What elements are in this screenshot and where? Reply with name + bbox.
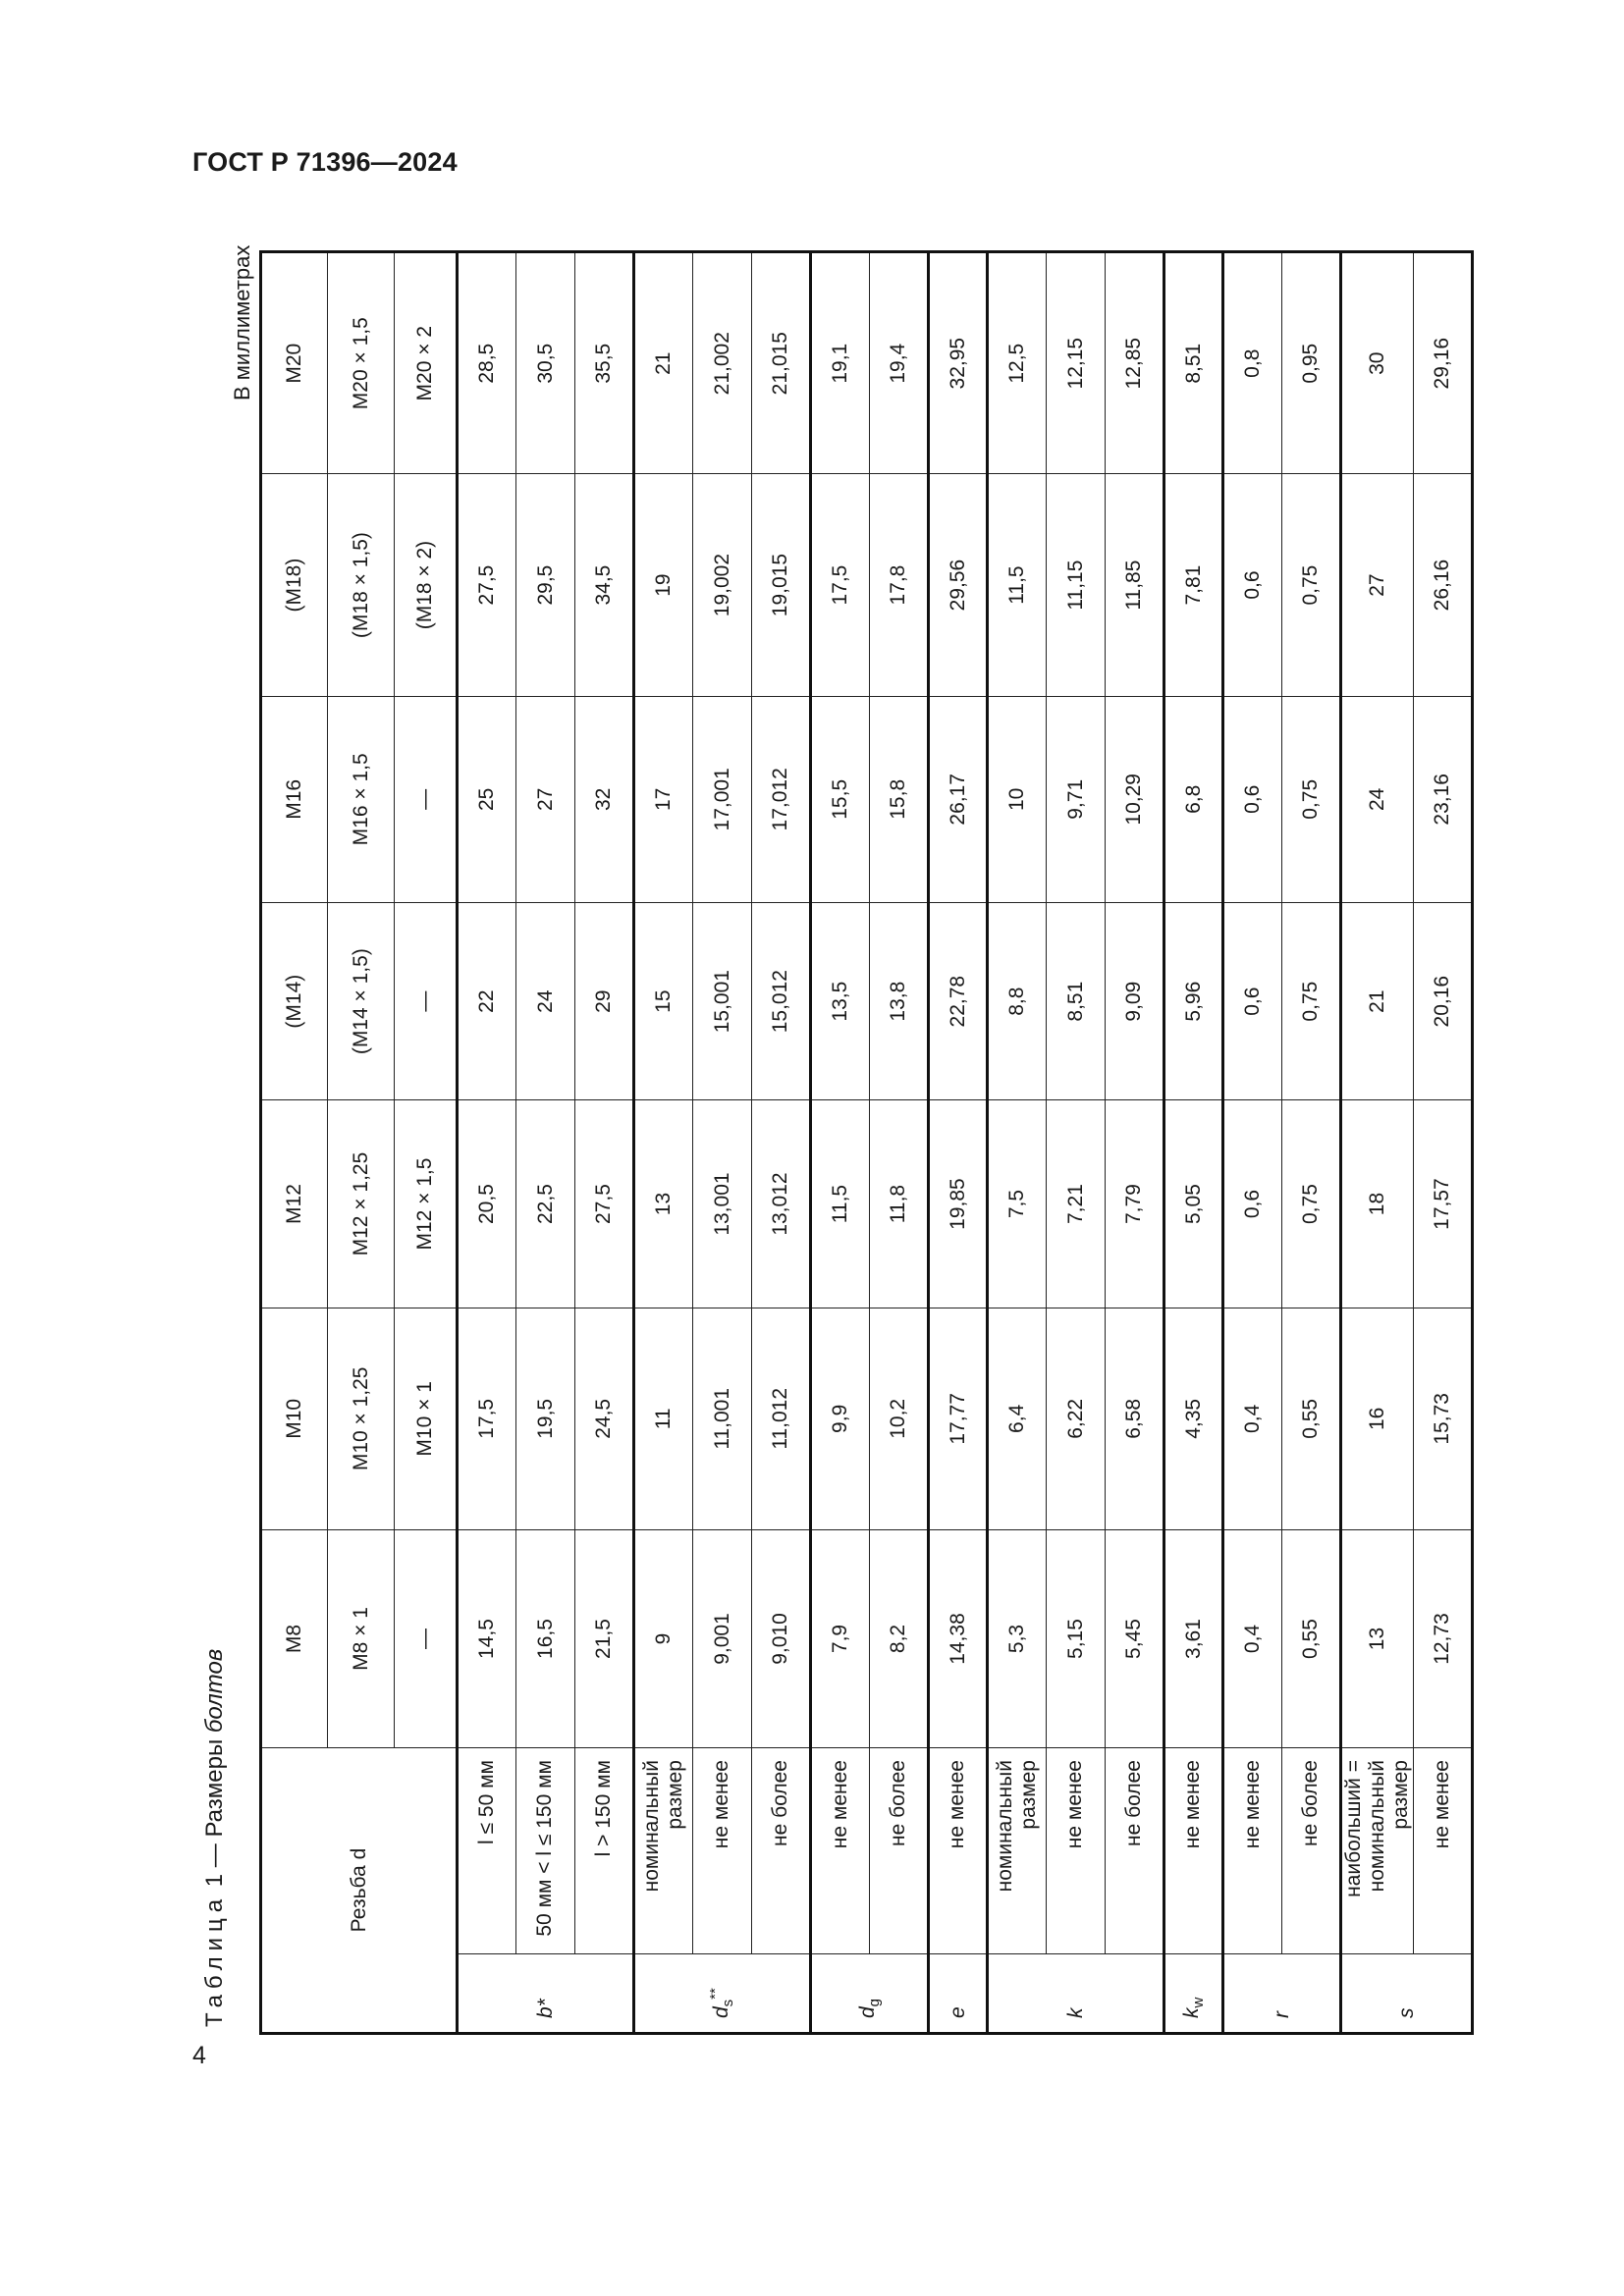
value-cell: 30,5 [516, 252, 575, 474]
value-cell: 11,8 [870, 1100, 929, 1308]
value-cell: 8,8 [988, 902, 1047, 1100]
col-header-pitch2: — [395, 902, 458, 1100]
value-cell: 5,45 [1106, 1530, 1164, 1748]
value-cell: 34,5 [575, 474, 634, 696]
condition-cell: не менее [693, 1748, 752, 1954]
document-header: ГОСТ Р 71396—2024 [192, 147, 458, 177]
value-cell: 17,012 [752, 696, 811, 902]
value-cell: 15 [634, 902, 693, 1100]
value-cell: 11 [634, 1308, 693, 1529]
value-cell: 13 [634, 1100, 693, 1308]
value-cell: 0,6 [1223, 1100, 1282, 1308]
value-cell: 25 [458, 696, 516, 902]
bolt-dimensions-table [259, 250, 1474, 2035]
value-cell: 35,5 [575, 252, 634, 474]
condition-cell: номинальный размер [988, 1748, 1047, 1954]
table-row [458, 252, 516, 2034]
symbol-cell [1164, 1954, 1223, 2034]
col-header-d: (M14) [261, 902, 328, 1100]
value-cell: 20,16 [1414, 902, 1473, 1100]
table-row [1164, 252, 1223, 2034]
condition-cell: не менее [1164, 1748, 1223, 1954]
thread-label: Резьба d [347, 1847, 370, 1933]
value-cell: 15,8 [870, 696, 929, 902]
value-cell: 0,95 [1282, 252, 1341, 474]
col-header-pitch2: — [395, 1530, 458, 1748]
col-header-pitch1: M20 × 1,5 [328, 252, 395, 474]
table-caption [201, 1649, 229, 2027]
value-cell: 11,5 [988, 474, 1047, 696]
value-cell: 19,015 [752, 474, 811, 696]
col-header-pitch1: M12 × 1,25 [328, 1100, 395, 1308]
value-cell: 23,16 [1414, 696, 1473, 902]
table-row [634, 252, 693, 2034]
value-cell: 11,001 [693, 1308, 752, 1529]
value-cell: 19,5 [516, 1308, 575, 1529]
value-cell: 0,75 [1282, 474, 1341, 696]
col-header-d: M12 [261, 1100, 328, 1308]
symbol-cell [811, 1954, 929, 2034]
symbol-kw-sub: w [1190, 1997, 1208, 2008]
value-cell: 17,5 [458, 1308, 516, 1529]
table-row [1223, 252, 1282, 2034]
page-number: 4 [192, 2042, 206, 2069]
value-cell: 7,79 [1106, 1100, 1164, 1308]
table-row [929, 252, 988, 2034]
value-cell: 21 [634, 252, 693, 474]
symbol-kw-base: k [1179, 2007, 1203, 2018]
symbol-e: e [946, 2006, 969, 2018]
col-header-pitch1: M8 × 1 [328, 1530, 395, 1748]
table-row [811, 252, 870, 2034]
col-header-pitch1: (M18 × 1,5) [328, 474, 395, 696]
col-header-pitch2: — [395, 696, 458, 902]
value-cell: 29 [575, 902, 634, 1100]
value-cell: 27 [1341, 474, 1414, 696]
col-header-pitch1: M10 × 1,25 [328, 1308, 395, 1529]
table-row [575, 252, 634, 2034]
value-cell: 17,8 [870, 474, 929, 696]
symbol-cell [634, 1954, 811, 2034]
condition-cell: 50 мм < l ≤ 150 мм [516, 1748, 575, 1954]
value-cell: 7,81 [1164, 474, 1223, 696]
value-cell: 10 [988, 696, 1047, 902]
table-container [259, 250, 1454, 2035]
symbol-b: b* [533, 1999, 557, 2018]
value-cell: 19,1 [811, 252, 870, 474]
value-cell: 15,012 [752, 902, 811, 1100]
symbol-cell [458, 1954, 634, 2034]
table-row [752, 252, 811, 2034]
value-cell: 22,78 [929, 902, 988, 1100]
table-row [1414, 252, 1473, 2034]
value-cell: 15,5 [811, 696, 870, 902]
value-cell: 27,5 [458, 474, 516, 696]
value-cell: 9,71 [1047, 696, 1106, 902]
value-cell: 0,55 [1282, 1308, 1341, 1529]
value-cell: 3,61 [1164, 1530, 1223, 1748]
value-cell: 21,002 [693, 252, 752, 474]
value-cell: 0,75 [1282, 696, 1341, 902]
value-cell: 0,75 [1282, 902, 1341, 1100]
condition-cell: не менее [929, 1748, 988, 1954]
value-cell: 21,015 [752, 252, 811, 474]
condition-cell: не более [752, 1748, 811, 1954]
value-cell: 22,5 [516, 1100, 575, 1308]
value-cell: 29,5 [516, 474, 575, 696]
value-cell: 5,05 [1164, 1100, 1223, 1308]
value-cell: 14,38 [929, 1530, 988, 1748]
value-cell: 8,51 [1164, 252, 1223, 474]
col-header-pitch1: (M14 × 1,5) [328, 902, 395, 1100]
condition-cell: не менее [1047, 1748, 1106, 1954]
symbol-dg-sub: g [866, 1998, 884, 2007]
value-cell: 0,6 [1223, 902, 1282, 1100]
value-cell: 7,5 [988, 1100, 1047, 1308]
value-cell: 28,5 [458, 252, 516, 474]
value-cell: 32,95 [929, 252, 988, 474]
col-header-pitch2: M12 × 1,5 [395, 1100, 458, 1308]
value-cell: 19,85 [929, 1100, 988, 1308]
value-cell: 16 [1341, 1308, 1414, 1529]
condition-cell: наибольший = номинальный размер [1341, 1748, 1414, 1954]
value-cell: 6,58 [1106, 1308, 1164, 1529]
col-header-d: M16 [261, 696, 328, 902]
symbol-cell [988, 1954, 1164, 2034]
unit-note: В миллиметрах [230, 244, 254, 400]
value-cell: 0,8 [1223, 252, 1282, 474]
value-cell: 8,51 [1047, 902, 1106, 1100]
value-cell: 12,85 [1106, 252, 1164, 474]
value-cell: 4,35 [1164, 1308, 1223, 1529]
col-header-pitch2: M10 × 1 [395, 1308, 458, 1529]
col-header-d: M10 [261, 1308, 328, 1529]
value-cell: 19,4 [870, 252, 929, 474]
value-cell: 5,3 [988, 1530, 1047, 1748]
value-cell: 7,21 [1047, 1100, 1106, 1308]
value-cell: 12,15 [1047, 252, 1106, 474]
value-cell: 6,22 [1047, 1308, 1106, 1529]
condition-cell: не менее [1223, 1748, 1282, 1954]
table-row [516, 252, 575, 2034]
value-cell: 12,5 [988, 252, 1047, 474]
value-cell: 6,8 [1164, 696, 1223, 902]
value-cell: 8,2 [870, 1530, 929, 1748]
value-cell: 9,09 [1106, 902, 1164, 1100]
table-row [1047, 252, 1106, 2034]
table-row [1282, 252, 1341, 2034]
condition-cell: не менее [1414, 1748, 1473, 1954]
value-cell: 13,012 [752, 1100, 811, 1308]
value-cell: 0,75 [1282, 1100, 1341, 1308]
symbol-cell [1223, 1954, 1341, 2034]
value-cell: 12,73 [1414, 1530, 1473, 1748]
value-cell: 10,2 [870, 1308, 929, 1529]
value-cell: 6,4 [988, 1308, 1047, 1529]
symbol-s: s [1394, 2007, 1418, 2018]
value-cell: 0,4 [1223, 1308, 1282, 1529]
condition-cell: l ≤ 50 мм [458, 1748, 516, 1954]
value-cell: 10,29 [1106, 696, 1164, 902]
value-cell: 21,5 [575, 1530, 634, 1748]
value-cell: 13,001 [693, 1100, 752, 1308]
symbol-ds-base: d [710, 2006, 733, 2018]
value-cell: 17,57 [1414, 1100, 1473, 1308]
col-header-pitch2: M20 × 2 [395, 252, 458, 474]
table-row [1341, 252, 1414, 2034]
table-row [1106, 252, 1164, 2034]
value-cell: 0,4 [1223, 1530, 1282, 1748]
condition-cell: не менее [811, 1748, 870, 1954]
value-cell: 16,5 [516, 1530, 575, 1748]
value-cell: 11,012 [752, 1308, 811, 1529]
value-cell: 13 [1341, 1530, 1414, 1748]
value-cell: 9,010 [752, 1530, 811, 1748]
value-cell: 5,15 [1047, 1530, 1106, 1748]
value-cell: 11,85 [1106, 474, 1164, 696]
table-row [693, 252, 752, 2034]
value-cell: 15,001 [693, 902, 752, 1100]
value-cell: 17,5 [811, 474, 870, 696]
table-row [870, 252, 929, 2034]
value-cell: 17,001 [693, 696, 752, 902]
symbol-cell [1341, 1954, 1473, 2034]
col-header-pitch2: (M18 × 2) [395, 474, 458, 696]
condition-cell: не более [1106, 1748, 1164, 1954]
symbol-ds-sub: s [720, 1999, 737, 2007]
value-cell: 14,5 [458, 1530, 516, 1748]
value-cell: 24 [1341, 696, 1414, 902]
value-cell: 22 [458, 902, 516, 1100]
symbol-k: k [1063, 2007, 1087, 2018]
condition-cell: l > 150 мм [575, 1748, 634, 1954]
table-body [261, 252, 1473, 2034]
value-cell: 24,5 [575, 1308, 634, 1529]
value-cell: 26,16 [1414, 474, 1473, 696]
value-cell: 29,56 [929, 474, 988, 696]
caption-label: Таблица [201, 1893, 228, 2027]
value-cell: 15,73 [1414, 1308, 1473, 1529]
col-header-d: M20 [261, 252, 328, 474]
value-cell: 5,96 [1164, 902, 1223, 1100]
value-cell: 11,5 [811, 1100, 870, 1308]
value-cell: 13,5 [811, 902, 870, 1100]
condition-cell: не более [1282, 1748, 1341, 1954]
value-cell: 20,5 [458, 1100, 516, 1308]
symbol-dg-base: d [855, 2006, 879, 2018]
value-cell: 29,16 [1414, 252, 1473, 474]
condition-cell: не более [870, 1748, 929, 1954]
value-cell: 9,001 [693, 1530, 752, 1748]
value-cell: 27 [516, 696, 575, 902]
value-cell: 0,6 [1223, 696, 1282, 902]
symbol-r: r [1270, 2011, 1293, 2018]
value-cell: 21 [1341, 902, 1414, 1100]
value-cell: 27,5 [575, 1100, 634, 1308]
col-header-pitch1: M16 × 1,5 [328, 696, 395, 902]
value-cell: 19,002 [693, 474, 752, 696]
value-cell: 11,15 [1047, 474, 1106, 696]
value-cell: 0,55 [1282, 1530, 1341, 1748]
table-row [988, 252, 1047, 2034]
value-cell: 17 [634, 696, 693, 902]
value-cell: 26,17 [929, 696, 988, 902]
symbol-cell [929, 1954, 988, 2034]
symbol-ds-sup: ** [707, 1988, 725, 2000]
condition-cell: номинальный размер [634, 1748, 693, 1954]
col-header-d: M8 [261, 1530, 328, 1748]
thread-label-cell [261, 1748, 458, 2034]
value-cell: 30 [1341, 252, 1414, 474]
value-cell: 32 [575, 696, 634, 902]
value-cell: 18 [1341, 1100, 1414, 1308]
value-cell: 9,9 [811, 1308, 870, 1529]
caption-number: 1 — Размеры [201, 1733, 228, 1894]
value-cell: 19 [634, 474, 693, 696]
value-cell: 24 [516, 902, 575, 1100]
col-header-d: (M18) [261, 474, 328, 696]
caption-subject: болтов [201, 1648, 228, 1734]
value-cell: 7,9 [811, 1530, 870, 1748]
value-cell: 13,8 [870, 902, 929, 1100]
value-cell: 0,6 [1223, 474, 1282, 696]
value-cell: 9 [634, 1530, 693, 1748]
value-cell: 17,77 [929, 1308, 988, 1529]
